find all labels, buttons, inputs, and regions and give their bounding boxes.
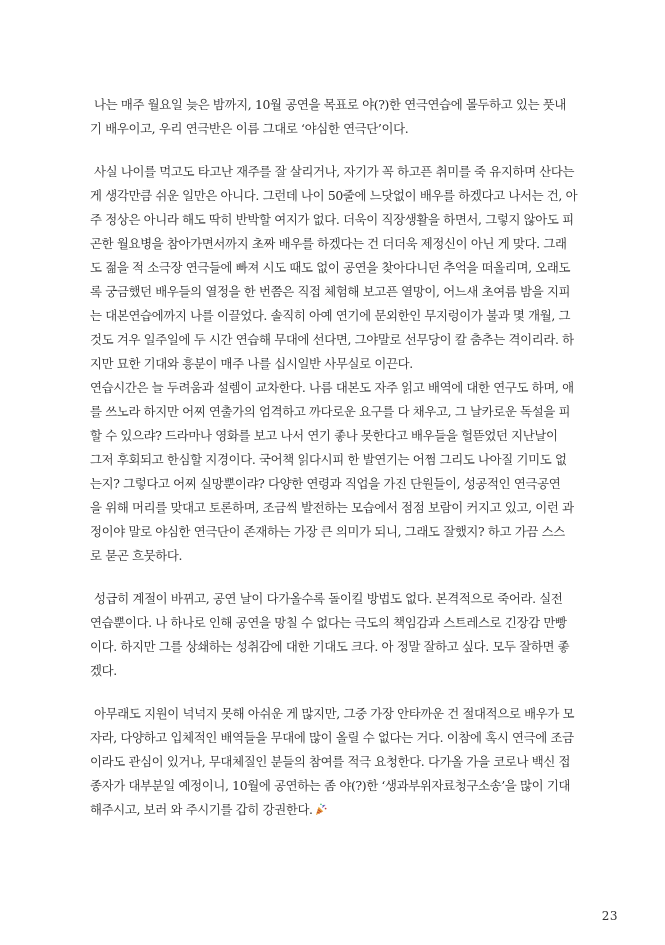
text-line: 아무래도 지원이 넉넉지 못해 아쉬운 게 많지만, 그중 가장 안타까운 건 절대적으로 배우가 모 [94, 706, 575, 721]
paragraph-3 [90, 376, 580, 568]
text-line: 곤한 월요병을 참아가면서까지 초짜 배우를 하겠다는 건 더더욱 제정신이 아닌 게 맞다. 그래 [90, 236, 567, 251]
text-line: 는지? 그렇다고 어찌 실망뿐이랴? 다양한 연령과 직업을 가진 단원들이, 성공적인 연극공연 [90, 476, 561, 491]
text-line: 겠다. [90, 663, 117, 678]
text-line: 도 젊을 적 소극장 연극들에 빠져 시도 때도 없이 공연을 찾아다니던 추억을 떠올리며, 오래도 [90, 260, 571, 275]
text-line: 로 묻곤 흐뭇하다. [90, 548, 183, 563]
last-text-line [90, 798, 580, 822]
paragraph-5 [90, 702, 580, 822]
text-line: 기 배우이고, 우리 연극반은 이름 그대로 ‘야심한 연극단’이다. [90, 121, 409, 136]
text-line: 는 대본연습에까지 나를 이끌었다. 솔직히 아예 연기에 문외한인 무지렁이가 불과 몇 개월, 그 [90, 308, 571, 323]
text-line: 나는 매주 월요일 늦은 밤까지, 10월 공연을 목표로 야(?)한 연극연습에 몰두하고 있는 풋내 [94, 97, 567, 112]
paragraph-1 [90, 93, 580, 141]
text-line: 정이야 말로 야심한 연극단이 존재하는 가장 큰 의미가 되니, 그래도 잘했지? 하고 가끔 스스 [90, 524, 565, 539]
text-line: 해주시고, 보러 와 주시기를 갑히 강권한다. [90, 802, 313, 817]
text-line: 이라도 관심이 있거나, 무대체질인 분들의 참여를 적극 요청한다. 다가올 가을 코로나 백신 접 [90, 754, 571, 769]
text-line: 그저 후회되고 한심할 지경이다. 국어책 읽다시피 한 발연기는 어쩜 그리도 나아질 기미도 없 [90, 452, 567, 467]
text-line: 주 정상은 아니라 해도 딱히 반박할 여지가 없다. 더욱이 직장생활을 하면서, 그렇지 않아도 피 [90, 212, 574, 227]
text-line: 를 쓰노라 하지만 어찌 연출가의 엄격하고 까다로운 요구를 다 채우고, 그 날카로운 독설을 피 [90, 404, 571, 419]
text-line: 게 생각만큼 쉬운 일만은 아니다. 그런데 나이 50줄에 느닷없이 배우를 하겠다고 나서는 건, 아 [90, 188, 578, 203]
text-line: 연습시간은 늘 두려움과 설렘이 교차한다. 나름 대본도 자주 읽고 배역에 대한 연구도 하며, 애 [90, 380, 574, 395]
text-line: 할 수 있으랴? 드라마나 영화를 보고 나서 연기 좋나 못한다고 배우들을 헐뜯었던 지난날이 [90, 428, 558, 443]
text-line: 것도 겨우 일주일에 두 시간 연습해 무대에 선다면, 그야말로 선무당이 칼 춤추는 격이리라. 하 [90, 332, 574, 347]
paragraph-4 [90, 587, 580, 683]
text-line: 성급히 계절이 바뀌고, 공연 날이 다가올수록 돌이킬 방법도 없다. 본격적으로 죽어라. 실전 [94, 591, 563, 606]
text-line: 연습뿐이다. 나 하나로 인해 공연을 망칠 수 없다는 극도의 책임감과 스트레스로 긴장감 만빵 [90, 615, 567, 630]
text-line: 록 궁금했던 배우들의 열정을 한 번쯤은 직접 체험해 보고픈 열망이, 어느새 초여름 밤을 지피 [90, 284, 571, 299]
paragraph-2 [90, 160, 580, 376]
party-popper-icon [314, 803, 327, 816]
page-number: 23 [601, 909, 618, 923]
essay-body [90, 93, 580, 841]
text-line: 이다. 하지만 그를 상쇄하는 성취감에 대한 기대도 크다. 아 정말 잘하고 싶다. 모두 잘하면 좋 [90, 639, 570, 654]
text-line: 지만 묘한 기대와 흥분이 매주 나를 십시일반 사무실로 이끈다. [90, 356, 413, 371]
text-line: 종자가 대부분일 예정이니, 10월에 공연하는 좀 야(?)한 ‘생과부위자료청구소송’을 많이 기대 [90, 778, 571, 793]
text-line: 사실 나이를 먹고도 타고난 재주를 잘 살리거나, 자기가 꼭 하고픈 취미를 죽 유지하며 산다는 [94, 164, 575, 179]
text-line: 을 위해 머리를 맞대고 토론하며, 조금씩 발전하는 모습에서 점점 보람이 커지고 있고, 이런 과 [90, 500, 574, 515]
text-line: 자라, 다양하고 입체적인 배역들을 무대에 많이 올릴 수 없다는 거다. 이참에 혹시 연극에 조금 [90, 730, 574, 745]
